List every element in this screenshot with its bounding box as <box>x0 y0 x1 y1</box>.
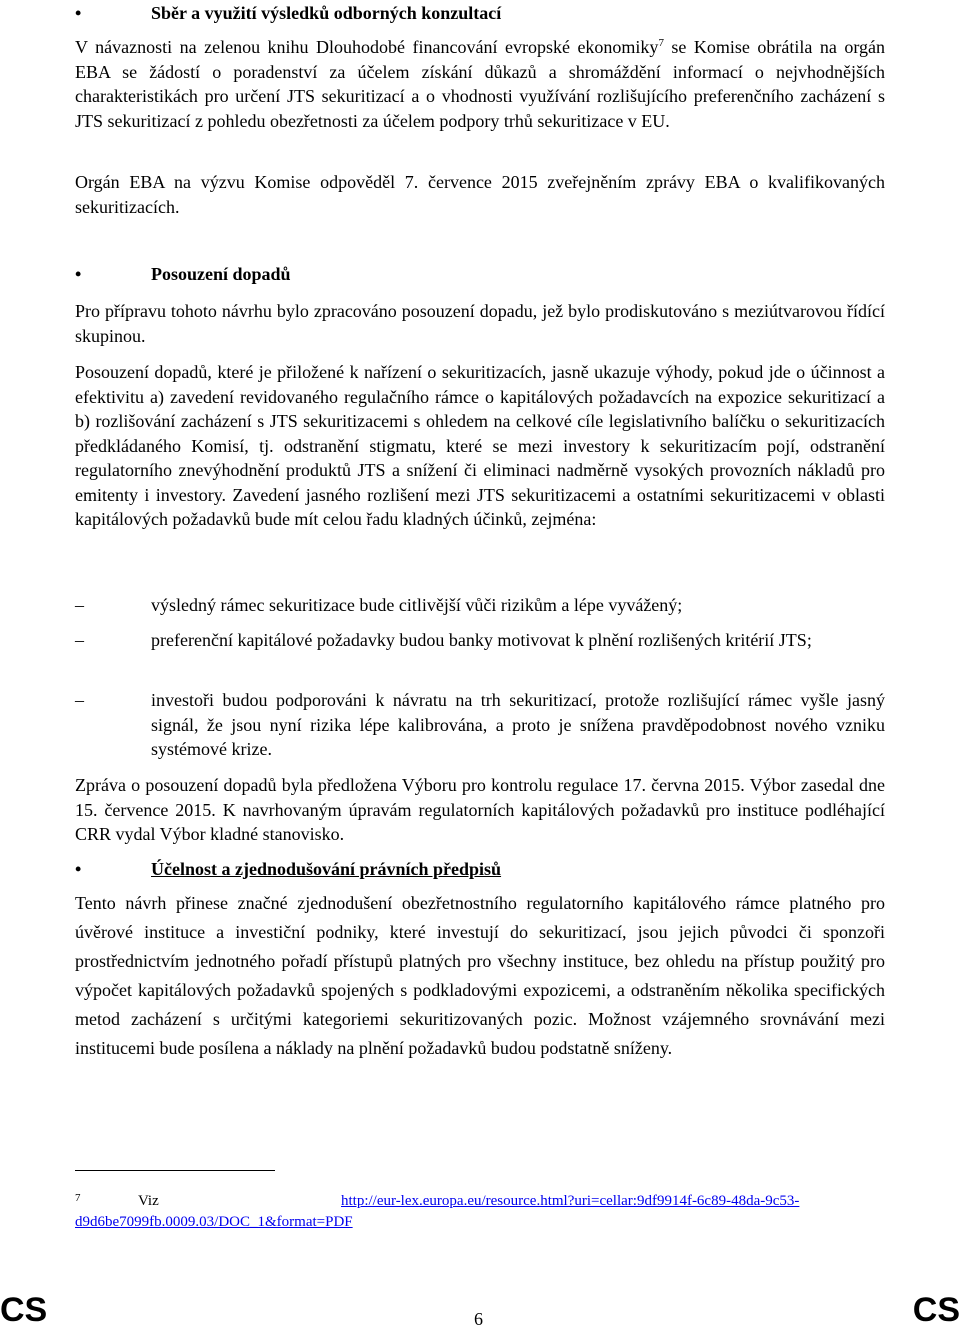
footnote-link-continuation[interactable]: d9d6be7099fb.0009.03/DOC_1&format=PDF <box>75 1214 353 1230</box>
paragraph-impact-1: Pro přípravu tohoto návrhu bylo zpracováno posouzení dopadu, jež bylo prodiskutováno s meziútvarovou řídící skupinou. <box>75 301 885 346</box>
paragraph-refit-1: Tento návrh přinese značné zjednodušení obezřetnostního regulatorního kapitálového rámce platného pro úvěrové instituce a investiční podniky, které investují do sekuritizací, jsou jejich původci či sponzoři prostřednictvím jednotného pořadí přístupů platných pro všechny instituce, bez ohledu na přístup použitý pro výpočet kapitálových požadavků spojených s podkladovými expozicemi, a odstraněním několika specifických metod zacházení s určitými kategoriemi sekuritizovaných pozic. Možnost vzájemného srovnávání mezi institucemi bude posílena a náklady na plnění požadavků budou podstatně sníženy. <box>75 893 885 1058</box>
dash-bullet: – <box>75 630 84 650</box>
list-item-text: výsledný rámec sekuritizace bude citlivější vůči rizikům a lépe vyvážený; <box>151 595 683 615</box>
paragraph-text: V návaznosti na zelenou knihu Dlouhodobé financování evropské ekonomiky <box>75 37 659 57</box>
list-item-text: preferenční kapitálové požadavky budou banky motivovat k plnění rozlišených kritérií JTS; <box>151 630 812 650</box>
dash-bullet: – <box>75 595 84 615</box>
footnote-viz-label: Viz <box>138 1193 159 1209</box>
footnote-ref[interactable]: 7 <box>658 37 664 49</box>
bullet-icon: • <box>75 859 82 879</box>
paragraph-consultations-2: Orgán EBA na výzvu Komise odpověděl 7. července 2015 zveřejněním zprávy EBA o kvalifikovaných sekuritizacích. <box>75 172 885 217</box>
paragraph-text: se Komise obrátila na orgán EBA se žádostí o poradenství za účelem získání důkazů a shromáždění informací o nejvhodnějších charakteristikách pro určení JTS sekuritizací a o vhodnosti využívání rozlišujícího preferenčního zacházení s JTS sekuritizací z pohledu obezřetnosti za účelem podpory trhů sekuritizace v EU. <box>75 37 885 131</box>
page-number: 6 <box>474 1309 483 1329</box>
language-code-left: CS <box>0 1291 48 1329</box>
footnote-link[interactable]: http://eur-lex.europa.eu/resource.html?uri=cellar:9df9914f-6c89-48da-9c53- <box>341 1193 800 1209</box>
bullet-icon: • <box>75 3 82 23</box>
footnote-separator <box>75 1170 275 1171</box>
paragraph-consultations-1 <box>75 35 885 133</box>
list-item-text: investoři budou podporováni k návratu na trh sekuritizací, protože rozlišující rámec vyšle jasný signál, že jsou nyní rizika lépe kalibrována, a proto je snížena pravděpodobnost nového vzniku systémové krize. <box>151 690 885 759</box>
section-title: Sběr a využití výsledků odborných konzultací <box>151 3 502 23</box>
footnote-number: 7 <box>75 1192 81 1204</box>
section-title: Účelnost a zjednodušování právních předpisů <box>151 859 502 879</box>
language-code-right: CS <box>912 1291 960 1329</box>
section-title: Posouzení dopadů <box>151 264 291 284</box>
dash-bullet: – <box>75 690 84 710</box>
bullet-icon: • <box>75 264 82 284</box>
paragraph-impact-3: Zpráva o posouzení dopadů byla předložena Výboru pro kontrolu regulace 17. června 2015. Výbor zasedal dne 15. července 2015. K navrhovaným úpravám regulatorních kapitálových požadavků pro instituce podléhající CRR vydal Výbor kladné stanovisko. <box>75 775 885 844</box>
paragraph-impact-2: Posouzení dopadů, které je přiložené k nařízení o sekuritizacích, jasně ukazuje výhody, pokud jde o účinnost a efektivitu a) zavedení revidovaného regulačního rámce o kapitálových požadavcích na expozice sekuritizací a b) rozlišování zacházení s JTS sekuritizacemi s ohledem na celkové cíle legislativního balíčku o sekuritizacích předkládaného Komisí, tj. odstranění stigmatu, které se mezi investory k sekuritizacím pojí, odstranění regulatorního znevýhodnění produktů JTS a snížení či eliminaci nadměrně vysokých provozních nákladů pro emitenty i investory. Zavedení jasného rozlišení mezi JTS sekuritizacemi a ostatními sekuritizacemi v oblasti kapitálových požadavků bude mít celou řadu kladných účinků, zejména: <box>75 362 885 529</box>
